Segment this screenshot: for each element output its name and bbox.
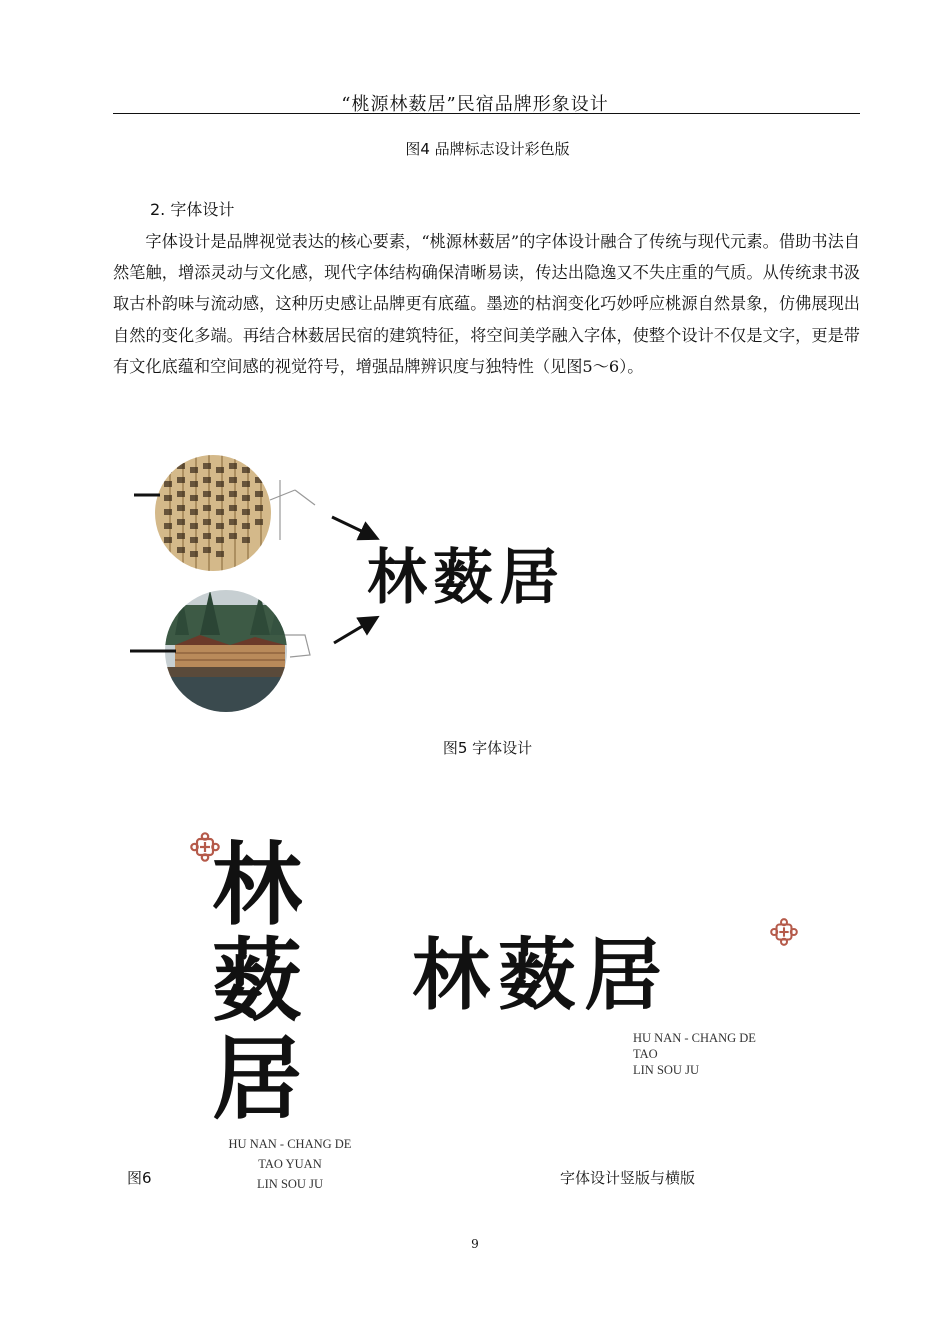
vertical-char-2: 薮: [212, 928, 302, 1034]
figure6-label: 图6: [127, 1169, 152, 1187]
horizontal-wordmark: 林薮居: [412, 930, 671, 1021]
figure5-caption: 图5 字体设计: [442, 739, 533, 757]
sketch-stroke: [285, 635, 310, 657]
vertical-sub-line: LIN SOU JU: [257, 1177, 323, 1191]
arrow-down-right: [332, 517, 376, 538]
horizontal-sub-line: HU NAN - CHANG DE: [633, 1031, 756, 1045]
section-heading: 2. 字体设计: [150, 200, 235, 219]
arrow-up-right: [334, 618, 376, 643]
vertical-sub-line: TAO YUAN: [258, 1157, 322, 1171]
header-rule: [113, 113, 860, 114]
horizontal-sub-line: TAO: [633, 1047, 658, 1061]
vertical-char-1: 林: [212, 832, 302, 938]
page-number: 9: [471, 1237, 479, 1251]
seal-mark-horizontal: [770, 918, 798, 950]
paragraph-text: 字体设计是品牌视觉表达的核心要素，“桃源林薮居”的字体设计融合了传统与现代元素。借助书法自然笔触，增添灵动与文化感，现代字体结构确保清晰易读，传达出隐逸又不失庄重的气质。从传统隶书汲取古朴韵味与流动感，这种历史感让品牌更有底蕴。墨迹的枯润变化巧妙呼应桃源自然景象，仿佛展现出自然的变化多端。再结合林薮居民宿的建筑特征，将空间美学融入字体，使整个设计不仅是文字，更是带有文化底蕴和空间感的视觉符号，增强品牌辨识度与独特性（见图5～6）。: [113, 232, 860, 376]
sketch-stroke: [270, 480, 315, 540]
knot-seal-icon: [770, 918, 798, 946]
vertical-subtitle: [190, 1134, 390, 1194]
calligraphy-scroll-photo: [150, 455, 280, 575]
figure6-caption: 字体设计竖版与横版: [560, 1169, 696, 1187]
horizontal-sub-line: LIN SOU JU: [633, 1063, 699, 1077]
body-paragraph: [113, 226, 860, 382]
running-header: “桃源林薮居”民宿品牌形象设计: [341, 94, 609, 115]
figure5-wordmark: 林薮居: [367, 543, 565, 613]
minsu-building-photo: [160, 585, 300, 715]
vertical-sub-line: HU NAN - CHANG DE: [228, 1137, 352, 1151]
vertical-char-3: 居: [212, 1026, 302, 1132]
figure4-caption: 图4 品牌标志设计彩色版: [405, 140, 570, 158]
horizontal-subtitle: [633, 1030, 756, 1078]
